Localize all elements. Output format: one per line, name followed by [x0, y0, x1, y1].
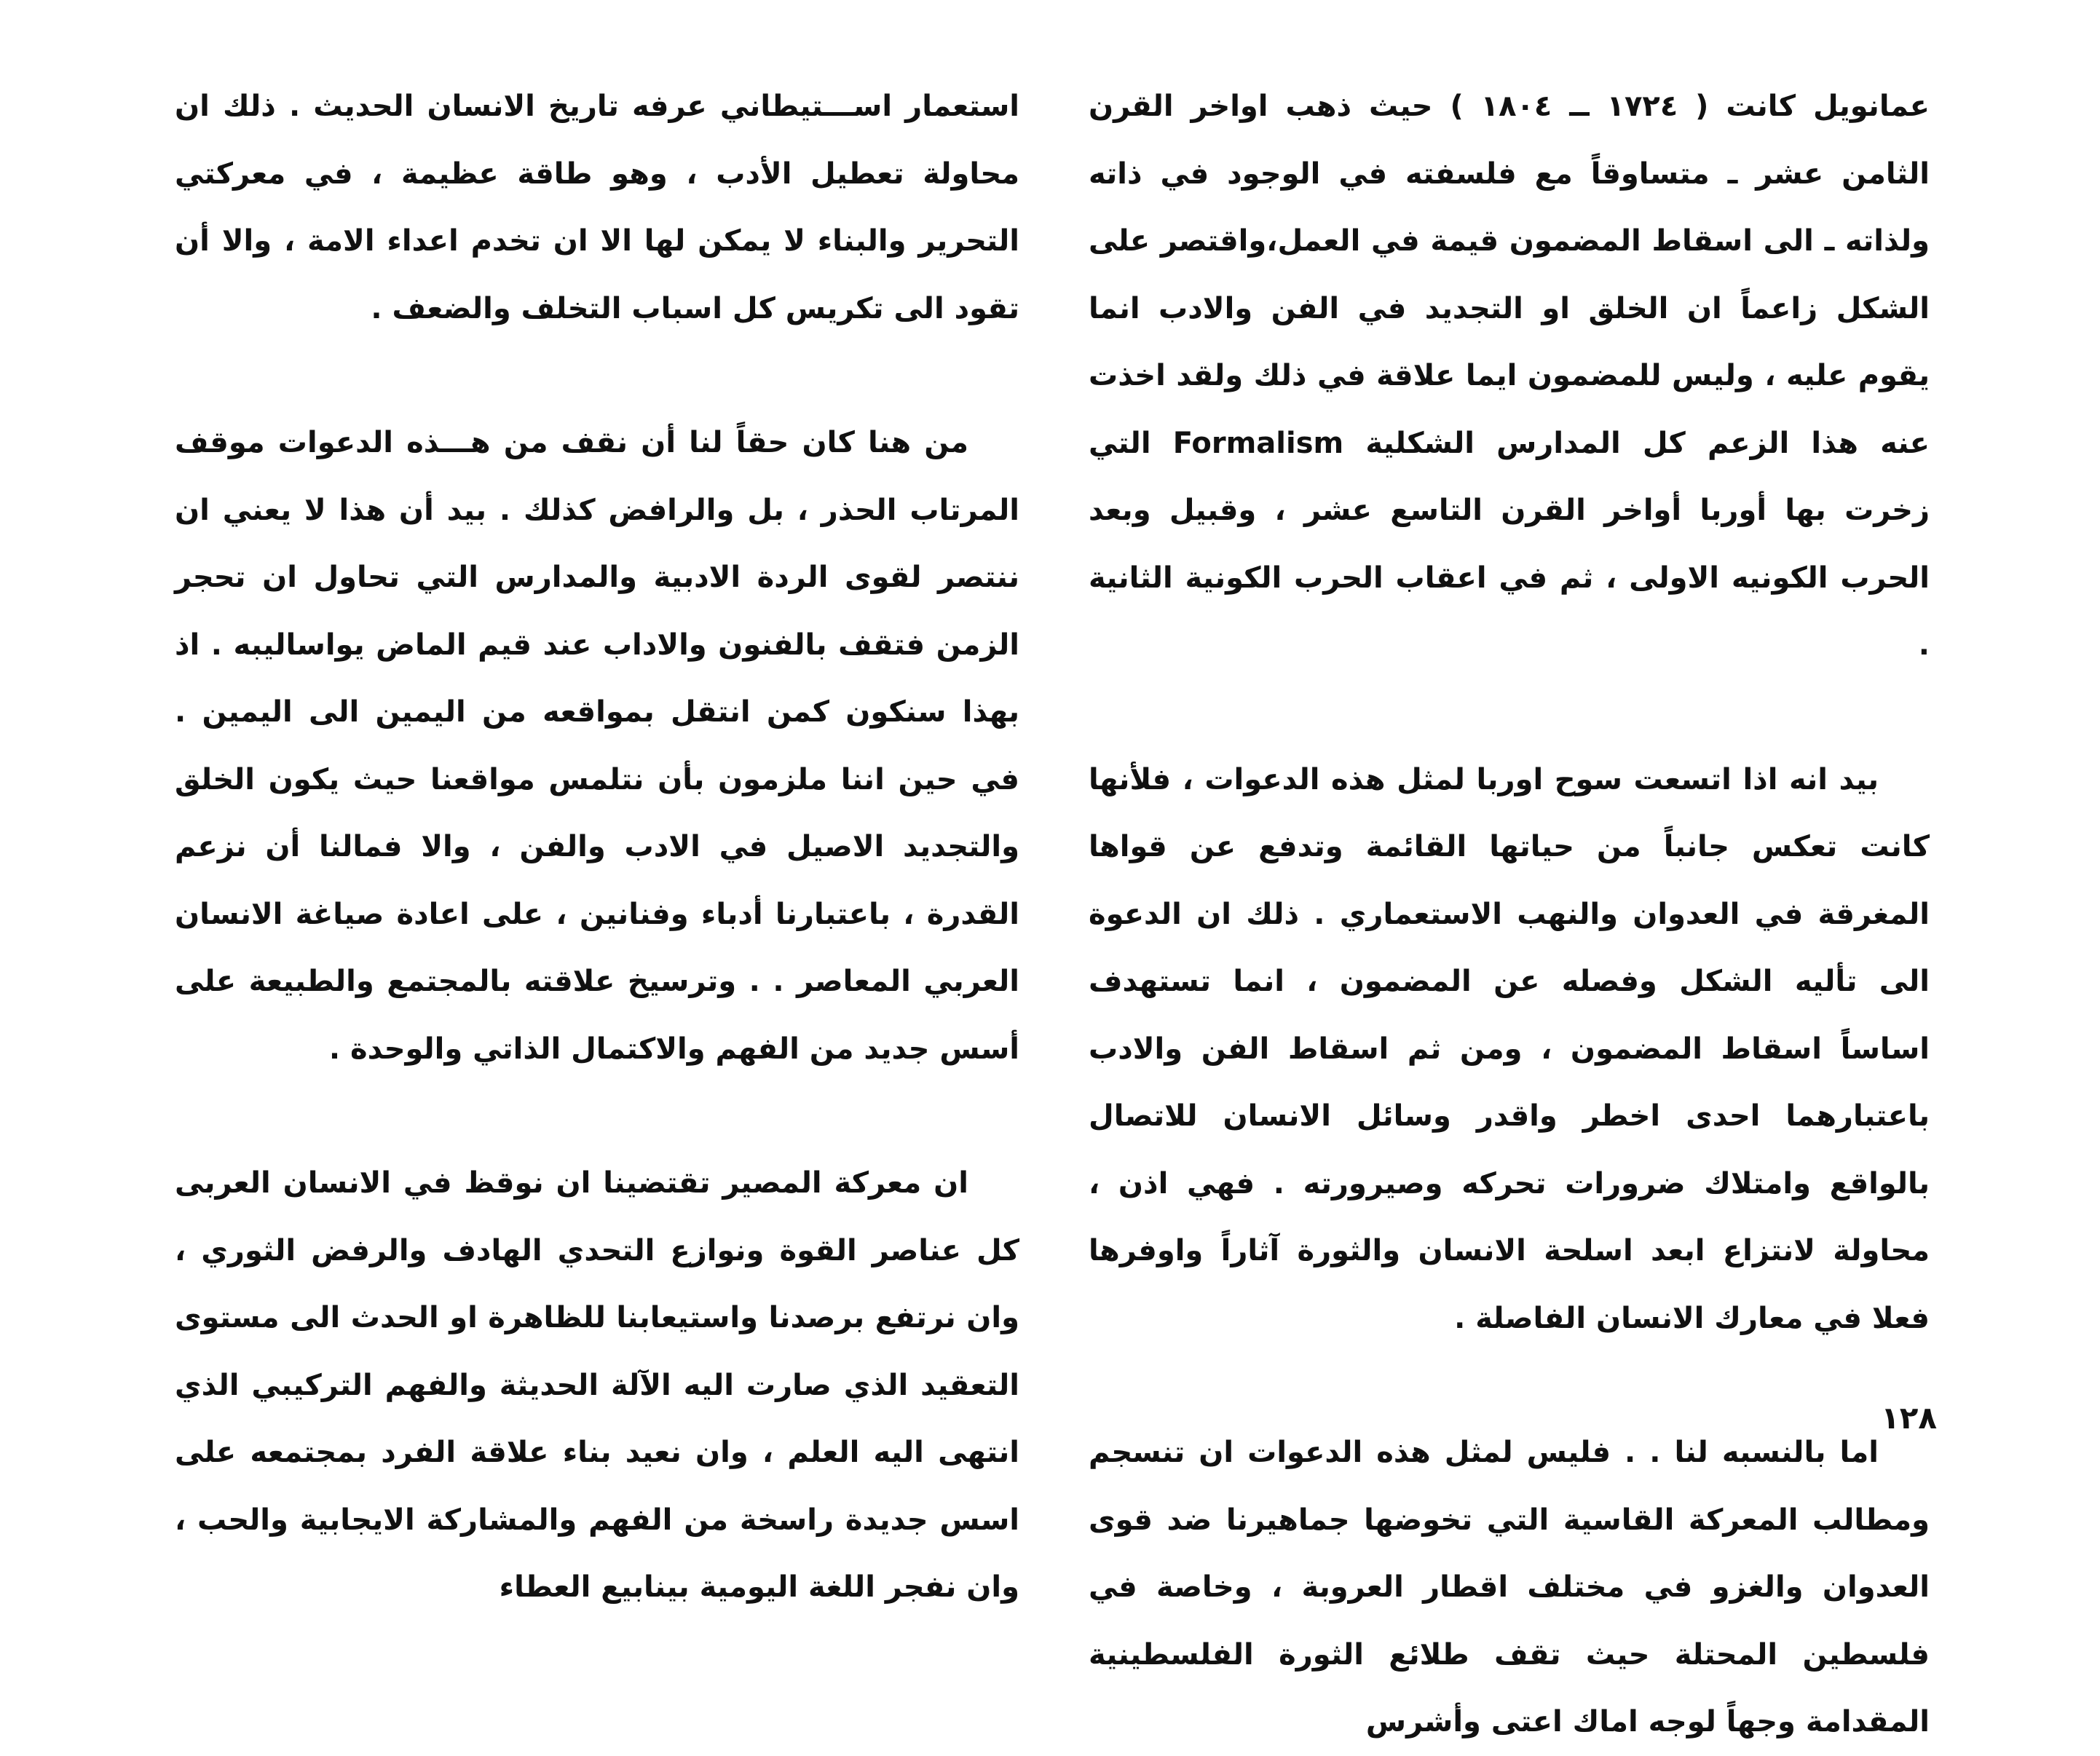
- right-text-column: [1089, 73, 1930, 1756]
- paragraph-text: من هنا كان حقاً لنا أن نقف من هـــذه الدعوات موقف المرتاب الحذر ، بل والرافض كذلك . بيد أن هذا لا يعني ان ننتصر لقوى الردة الادبية والمدارس التي تحاول ان تحجر الزمن فتقف بالفنون والاداب عند قيم الماض يواساليبه . اذ بهذا سنكون كمن انتقل بمواقعه من اليمين الى اليمين . في حين اننا ملزمون بأن نتلمس مواقعنا حيث يكون الخلق والتجديد الاصيل في الادب والفن ، والا فمالنا أن نزعم القدرة ، باعتبارنا أدباء وفنانين ، على اعادة صياغة الانسان العربي المعاصر . . وترسيخ علاقته بالمجتمع والطبيعة على أسس جديد من الفهم والاكتمال الذاتي والوحدة .: [175, 426, 1019, 1066]
- paragraph: [1089, 73, 1930, 679]
- page-number: ١٢٨: [1881, 1400, 1937, 1436]
- paragraph: [175, 409, 1019, 1083]
- latin-term: Formalism: [1172, 426, 1344, 460]
- paragraph: [1089, 746, 1930, 1353]
- paragraph-text: التي زخرت بها أوربا أواخر القرن التاسع عشر ، وقبيل وبعد الحرب الكونيه الاولى ، ثم في اعقاب الحرب الكونية الثانية .: [1089, 426, 1930, 662]
- paragraph: [1089, 1419, 1930, 1756]
- left-text-column: [175, 73, 1019, 1621]
- paragraph: [175, 73, 1019, 342]
- paragraph-text: عمانويل كانت ( ١٧٢٤ ــ ١٨٠٤ ) حيث ذهب اواخر القرن الثامن عشر ـ متساوقاً مع فلسفته في الوجود في ذاته ولذاته ـ الى اسقاط المضمون قيمة في العمل،واقتصر على الشكل زاعماً ان الخلق او التجديد في الفن والادب انما يقوم عليه ، وليس للمضمون ايما علاقة في ذلك ولقد اخذت عنه هذا الزعم كل المدارس الشكلية: [1089, 90, 1930, 460]
- paragraph-text: استعمار اســـتيطاني عرفه تاريخ الانسان الحديث . ذلك ان محاولة تعطيل الأدب ، وهو طاقة عظيمة ، في معركتي التحرير والبناء لا يمكن لها الا ان تخدم اعداء الامة ، والا أن تقود الى تكريس كل اسباب التخلف والضعف .: [175, 90, 1019, 325]
- paragraph-text: بيد انه اذا اتسعت سوح اوربا لمثل هذه الدعوات ، فلأنها كانت تعكس جانباً من حياتها القائمة وتدفع عن قواها المغرقة في العدوان والنهب الاستعماري . ذلك ان الدعوة الى تأليه الشكل وفصله عن المضمون ، انما تستهدف اساساً اسقاط المضمون ، ومن ثم اسقاط الفن والادب باعتبارهما احدى اخطر واقدر وسائل الانسان للاتصال بالواقع وامتلاك ضرورات تحركه وصيرورته . فهي اذن ، محاولة لانتزاع ابعد اسلحة الانسان والثورة آثاراً واوفرها فعلا في معارك الانسان الفاصلة .: [1089, 762, 1930, 1335]
- paragraph: [175, 1150, 1019, 1621]
- paragraph-text: اما بالنسبه لنا . . فليس لمثل هذه الدعوات ان تنسجم ومطالب المعركة القاسية التي تخوضها جماهيرنا ضد قوى العدوان والغزو في مختلف اقطار العروبة ، وخاصة في فلسطين المحتلة حيث تقف طلائع الثورة الفلسطينية المقدامة وجهاً لوجه اماك اعتى وأشرس: [1089, 1436, 1930, 1739]
- paragraph-text: ان معركة المصير تقتضينا ان نوقظ في الانسان العربى كل عناصر القوة ونوازع التحدي الهادف والرفض الثوري ، وان نرتفع برصدنا واستيعابنا للظاهرة او الحدث الى مستوى التعقيد الذي صارت اليه الآلة الحديثة والفهم التركيبي الذي انتهى اليه العلم ، وان نعيد بناء علاقة الفرد بمجتمعه على اسس جديدة راسخة من الفهم والمشاركة الايجابية والحب ، وان نفجر اللغة اليومية بينابيع العطاء: [175, 1166, 1019, 1604]
